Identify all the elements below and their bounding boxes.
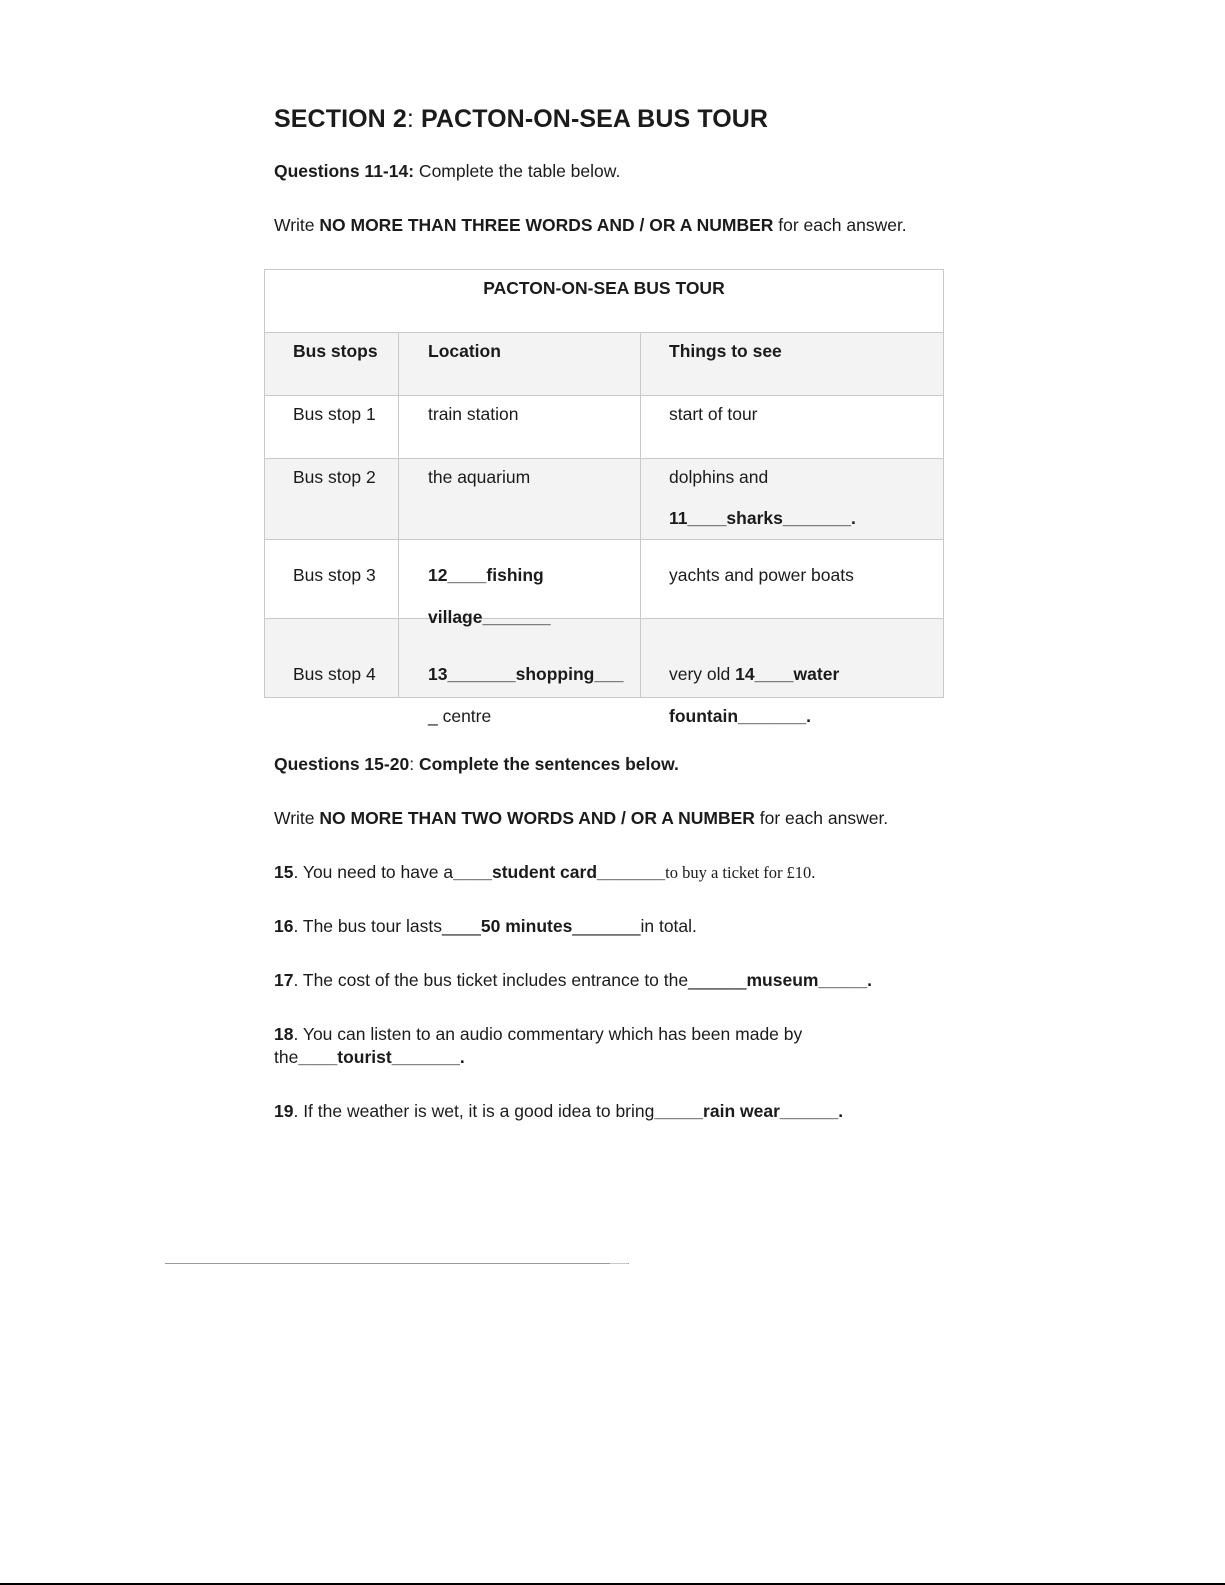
questions-15-20-word-limit: Write NO MORE THAN TWO WORDS AND / OR A NUMBER for each answer. [274, 808, 889, 828]
table-row [264, 618, 399, 698]
row1-stop: Bus stop 1 [293, 404, 376, 424]
footnote-separator-end [610, 1263, 628, 1264]
row3-answer-12-line2: village_______ [428, 607, 551, 627]
questions-11-14-heading: Questions 11-14: Complete the table below. [274, 161, 621, 181]
row4-see: very old 14____water [669, 664, 840, 684]
row3-answer-12: 12____fishing [428, 565, 544, 585]
sentence-18-line2: the____tourist_______. [274, 1047, 465, 1067]
sentence-16: 16. The bus tour lasts____50 minutes_______in total. [274, 916, 697, 936]
row1-see: start of tour [669, 404, 758, 424]
row3-see: yachts and power boats [669, 565, 854, 585]
questions-15-20-heading: Questions 15-20: Complete the sentences below. [274, 754, 679, 774]
row2-stop: Bus stop 2 [293, 467, 376, 487]
section-title: SECTION 2: PACTON-ON-SEA BUS TOUR [274, 105, 769, 133]
bus-tour-table [264, 269, 944, 698]
row2-location: the aquarium [428, 467, 531, 487]
row3-stop: Bus stop 3 [293, 565, 376, 585]
row4-answer-14-line2: fountain_______. [669, 706, 811, 726]
sentence-15: 15. You need to have a____student card_______to buy a ticket for £10. [274, 862, 816, 882]
table-title: PACTON-ON-SEA BUS TOUR [483, 278, 725, 298]
header-things-to-see: Things to see [669, 341, 782, 361]
table-title-cell [264, 269, 944, 333]
row4-answer-13: 13_______shopping___ [428, 664, 624, 684]
sentence-17: 17. The cost of the bus ticket includes entrance to the______museum_____. [274, 970, 872, 990]
table-cell [640, 618, 944, 698]
footnote-separator [165, 1263, 629, 1264]
questions-11-14-word-limit: Write NO MORE THAN THREE WORDS AND / OR A NUMBER for each answer. [274, 215, 907, 235]
row2-answer-11: 11____sharks_______. [669, 508, 856, 528]
header-bus-stops: Bus stops [293, 341, 378, 361]
table-cell [398, 618, 641, 698]
sentence-18: 18. You can listen to an audio commentary which has been made by [274, 1024, 803, 1044]
row2-see-line1: dolphins and [669, 467, 769, 487]
row4-location-line2: _ centre [428, 706, 492, 726]
row4-stop: Bus stop 4 [293, 664, 376, 684]
row1-location: train station [428, 404, 519, 424]
header-location: Location [428, 341, 501, 361]
sentence-19: 19. If the weather is wet, it is a good idea to bring_____rain wear______. [274, 1101, 844, 1121]
